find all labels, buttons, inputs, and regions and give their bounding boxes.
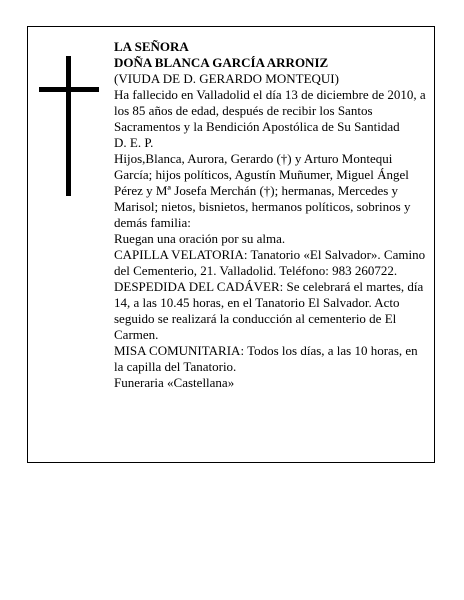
cross-horizontal-bar (39, 87, 99, 92)
obituary-title: LA SEÑORA (114, 39, 189, 54)
obituary-text (114, 39, 426, 391)
rest-in-peace: D. E. P. (114, 135, 154, 150)
prayer-request: Ruegan una oración por su alma. (114, 231, 286, 246)
farewell-info: DESPEDIDA DEL CADÁVER: Se celebrará el martes, día 14, a las 10.45 horas, en el Tanatorio El Salvador. Acto seguido se realizará la conducción al cementerio de El Carmen. (114, 279, 424, 342)
family-members: Hijos,Blanca, Aurora, Gerardo (†) y Arturo Montequi García; hijos políticos, Agustín Muñumer, Miguel Ángel Pérez y Mª Josefa Merchán (†); hermanas, Mercedes y Marisol; nietos, bisnietos, hermanos políticos, sobrinos y demás familia: (114, 151, 411, 230)
widow-of: (VIUDA DE D. GERARDO MONTEQUI) (114, 71, 339, 86)
cross-vertical-bar (66, 56, 71, 196)
death-announcement: Ha fallecido en Valladolid el día 13 de diciembre de 2010, a los 85 años de edad, después de recibir los Santos Sacramentos y la Bendición Apostólica de Su Santidad (114, 87, 426, 134)
wake-info: CAPILLA VELATORIA: Tanatorio «El Salvador». Camino del Cementerio, 21. Valladolid. Teléfono: 983 260722. (114, 247, 426, 278)
mass-info: MISA COMUNITARIA: Todos los días, a las 10 horas, en la capilla del Tanatorio. (114, 343, 418, 374)
funeral-home: Funeraria «Castellana» (114, 375, 235, 390)
deceased-name: DOÑA BLANCA GARCÍA ARRONIZ (114, 55, 329, 70)
